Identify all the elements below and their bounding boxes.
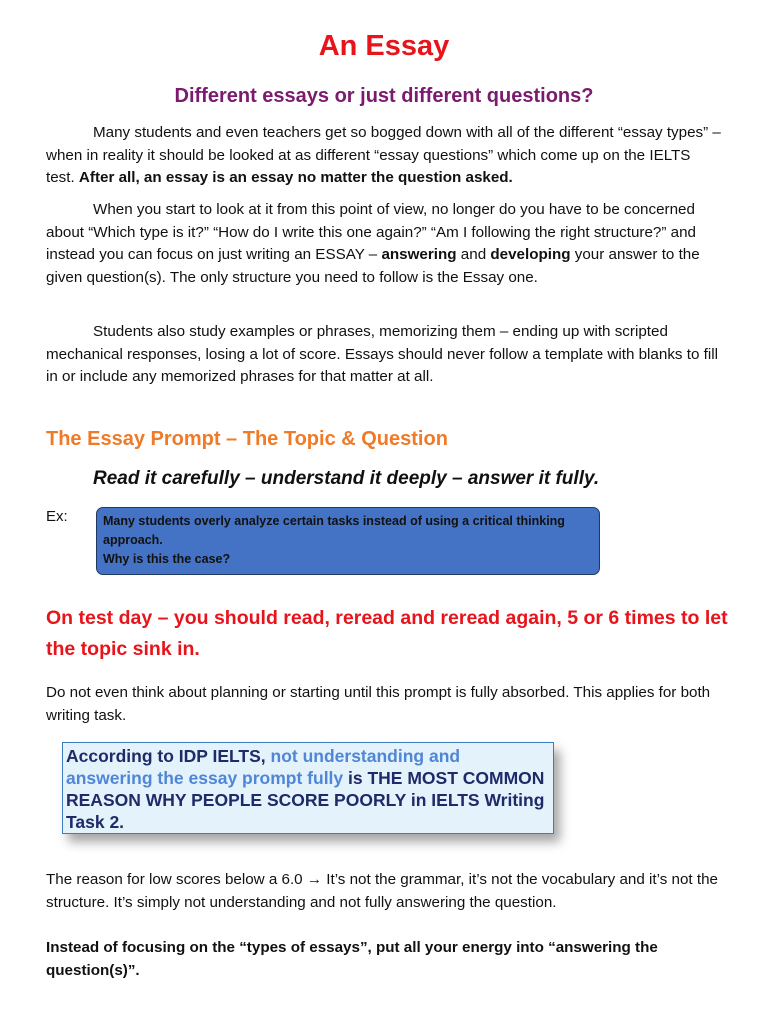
callout-text-2: is THE MOST COMMON REASON WHY PEOPLE SCORE POORLY in IELTS Writing Task 2.: [66, 768, 545, 832]
example-label: Ex:: [46, 508, 68, 525]
paragraph-pov-text-b: and: [456, 246, 491, 263]
example-prompt-line-2: Why is this the case?: [103, 552, 231, 566]
paragraph-point-of-view: [46, 199, 722, 289]
paragraph-pov-text-a: When you start to look at it from this point of view, no longer do you have to be concerned about “Which type is it?” “How do I write this one again?” “Am I following the right structure?” and instead you can focus on just writing an ESSAY –: [46, 201, 696, 263]
paragraph-memorizing: [46, 321, 722, 389]
example-prompt-line-1: Many students overly analyze certain tasks instead of using a critical thinking approach.: [103, 514, 565, 547]
callout-highlight: not understanding and answering the essay prompt fully: [66, 746, 461, 788]
paragraph-memorizing-text: Students also study examples or phrases, memorizing them – ending up with scripted mechanical responses, losing a lot of score. Essays should never follow a template with blanks to fill in or include any memorized phrases for that matter at all.: [46, 323, 718, 385]
paragraph-pov-bold-answering: answering: [381, 246, 457, 263]
callout-text-1: According to IDP IELTS,: [66, 746, 271, 766]
paragraph-absorb: Do not even think about planning or starting until this prompt is fully absorbed. This applies for both writing task.: [46, 684, 711, 724]
paragraph-intro-text: Many students and even teachers get so bogged down with all of the different “essay types” – when in reality it should be looked at as different “essay questions” which come up on the IELTS test.: [46, 124, 721, 186]
test-day-heading: On test day – you should read, reread and reread again, 5 or 6 times to let the topic sink in.: [46, 607, 728, 660]
section-heading-prompt: The Essay Prompt – The Topic & Question: [46, 428, 448, 450]
paragraph-pov-bold-developing: developing: [490, 246, 571, 263]
paragraph-closing-bold: Instead of focusing on the “types of essays”, put all your energy into “answering the question(s)”.: [46, 939, 658, 979]
paragraph-low-scores: The reason for low scores below a 6.0 → It’s not the grammar, it’s not the vocabulary and it’s not the structure. It’s simply not understanding and not fully answering the question.: [46, 871, 718, 911]
page-subtitle: Different essays or just different questions?: [174, 85, 594, 107]
example-prompt-box: [96, 507, 600, 575]
paragraph-intro: [46, 122, 722, 190]
prompt-tagline: Read it carefully – understand it deeply – answer it fully.: [93, 468, 600, 489]
idp-callout-box: [62, 742, 554, 834]
page-title: An Essay: [318, 30, 450, 62]
paragraph-intro-bold: After all, an essay is an essay no matter the question asked.: [78, 169, 513, 186]
paragraph-pov-text-c: your answer to the given question(s). The only structure you need to follow is the Essay one.: [46, 246, 700, 286]
